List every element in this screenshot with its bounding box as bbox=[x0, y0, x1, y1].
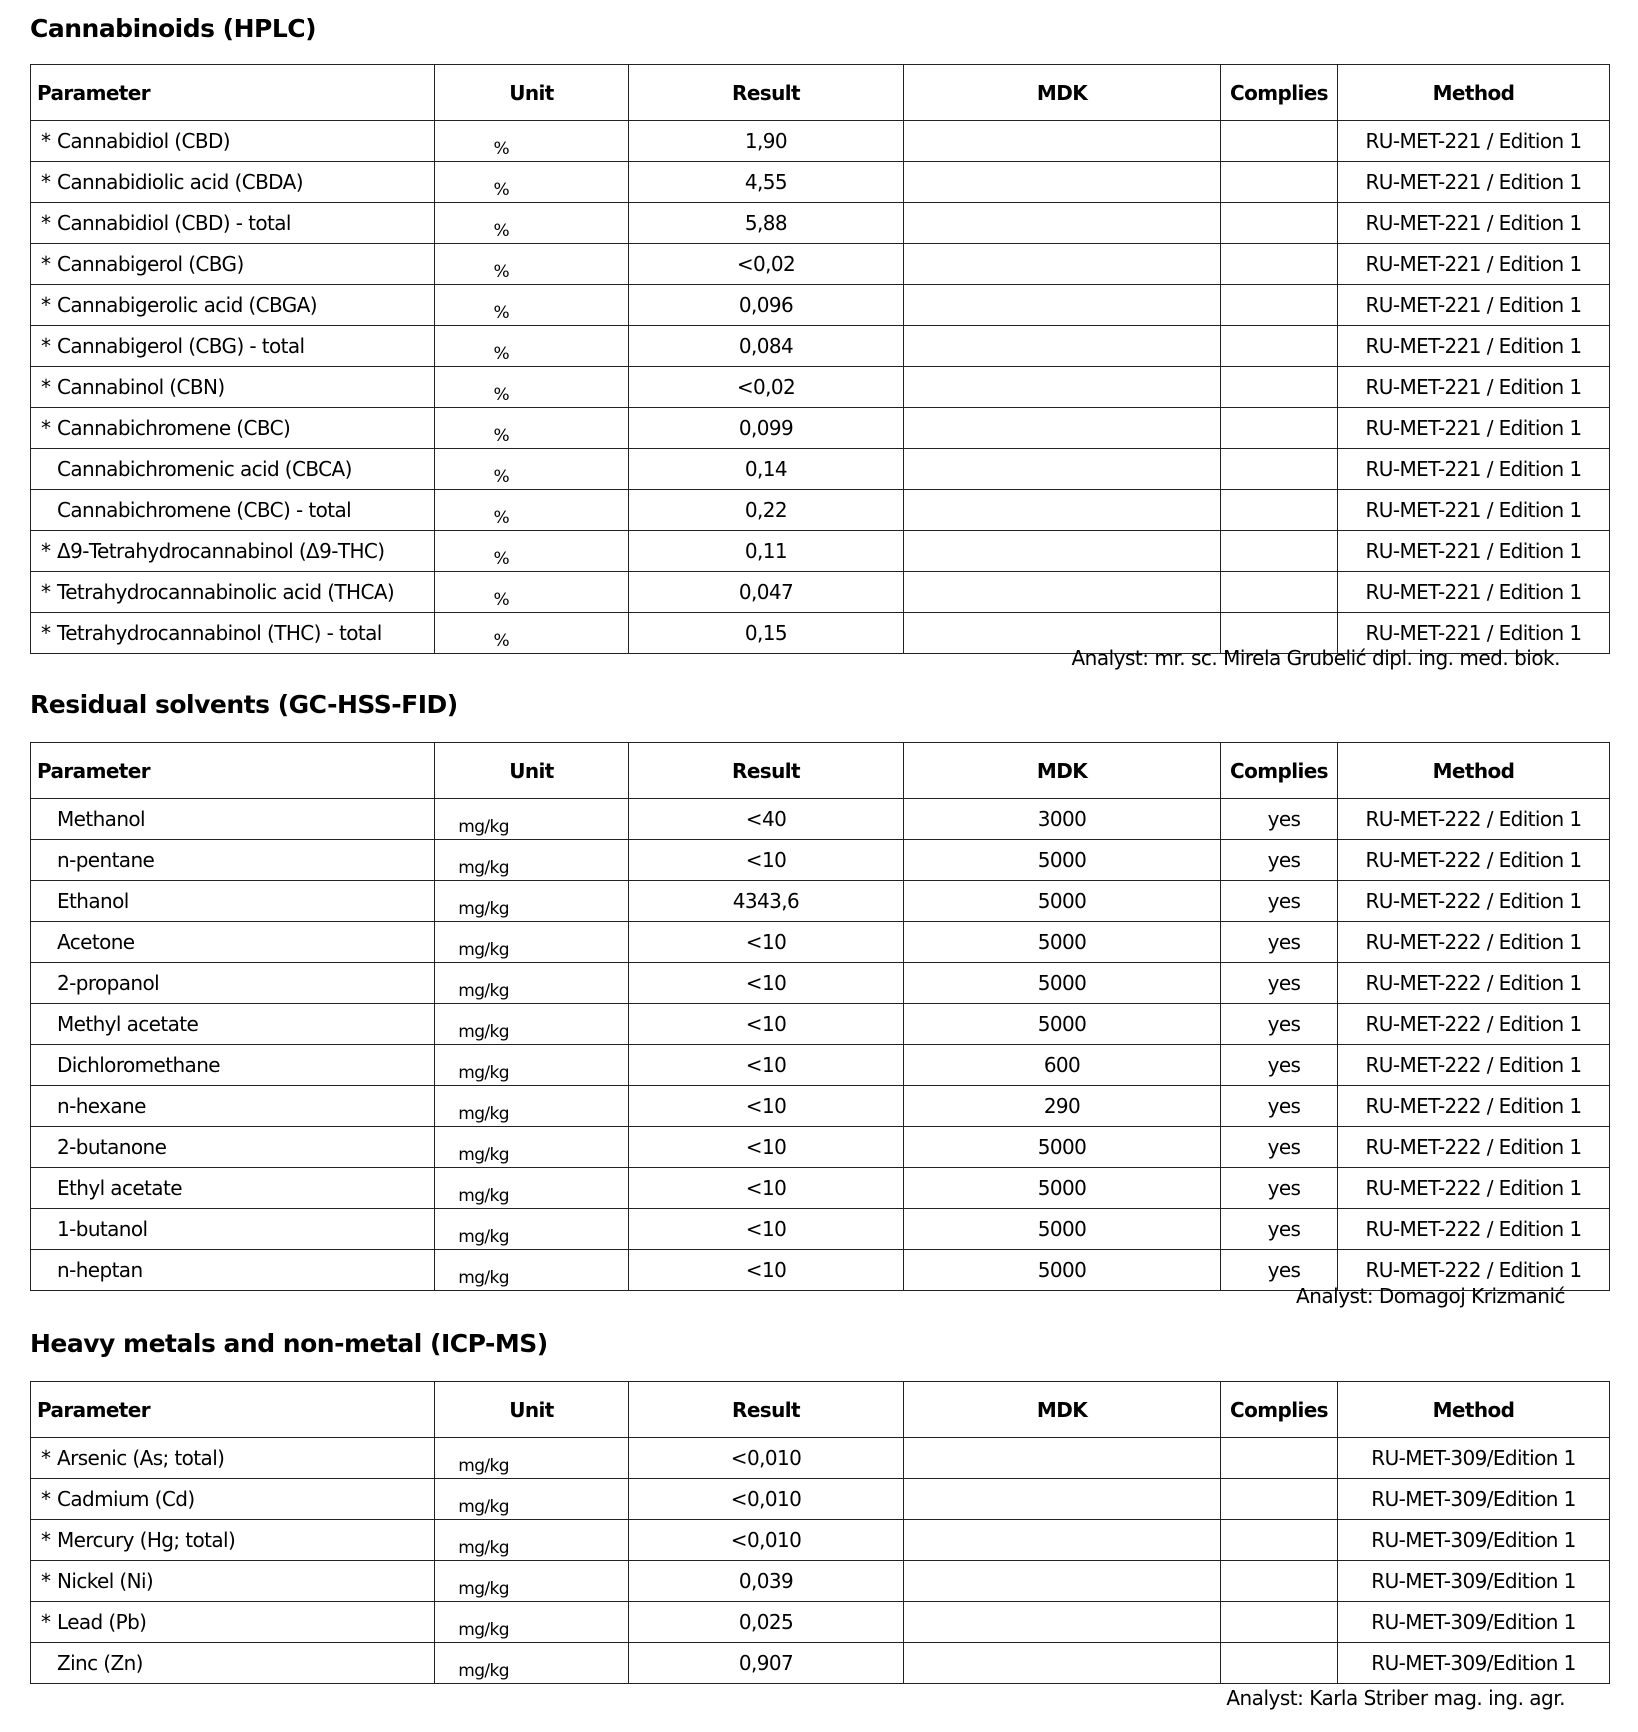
parameter-cell bbox=[31, 572, 435, 613]
result-cell: <0,010 bbox=[629, 1438, 904, 1479]
table-row bbox=[31, 326, 1610, 367]
parameter-name: Cannabichromenic acid (CBCA) bbox=[57, 457, 352, 481]
parameter-cell bbox=[31, 1479, 435, 1520]
method-cell: RU-MET-221 / Edition 1 bbox=[1338, 572, 1610, 613]
result-cell: 0,22 bbox=[629, 490, 904, 531]
result-cell: <10 bbox=[629, 840, 904, 881]
complies-cell: yes bbox=[1221, 1168, 1338, 1209]
result-cell: 5,88 bbox=[629, 203, 904, 244]
table-row bbox=[31, 1479, 1610, 1520]
mdk-cell bbox=[904, 203, 1221, 244]
header-row bbox=[31, 1382, 1610, 1438]
table-row bbox=[31, 922, 1610, 963]
mdk-cell: 5000 bbox=[904, 1127, 1221, 1168]
parameter-cell bbox=[31, 922, 435, 963]
result-cell: <10 bbox=[629, 963, 904, 1004]
parameter-name: Cannabidiol (CBD) - total bbox=[57, 211, 291, 235]
parameter-cell bbox=[31, 367, 435, 408]
result-cell: 0,084 bbox=[629, 326, 904, 367]
table-row bbox=[31, 1168, 1610, 1209]
result-cell: 0,15 bbox=[629, 613, 904, 654]
parameter-cell bbox=[31, 1127, 435, 1168]
unit-cell: % bbox=[435, 490, 629, 531]
complies-cell bbox=[1221, 1561, 1338, 1602]
table-row bbox=[31, 121, 1610, 162]
result-cell: <10 bbox=[629, 1127, 904, 1168]
residual-solvents-section-title: Residual solvents (GC-HSS-FID) bbox=[30, 690, 458, 719]
unit-cell: % bbox=[435, 244, 629, 285]
unit-cell: % bbox=[435, 408, 629, 449]
unit-cell: % bbox=[435, 367, 629, 408]
complies-cell: yes bbox=[1221, 1045, 1338, 1086]
method-cell: RU-MET-221 / Edition 1 bbox=[1338, 121, 1610, 162]
accreditation-asterisk: * bbox=[41, 170, 51, 194]
parameter-cell bbox=[31, 799, 435, 840]
method-cell: RU-MET-222 / Edition 1 bbox=[1338, 881, 1610, 922]
column-header-method: Method bbox=[1338, 65, 1610, 121]
accreditation-asterisk: * bbox=[41, 129, 51, 153]
parameter-name: Δ9-Tetrahydrocannabinol (Δ9-THC) bbox=[57, 539, 385, 563]
accreditation-asterisk: * bbox=[41, 539, 51, 563]
table-row bbox=[31, 162, 1610, 203]
mdk-cell bbox=[904, 1643, 1221, 1684]
result-cell: 0,099 bbox=[629, 408, 904, 449]
parameter-cell bbox=[31, 490, 435, 531]
parameter-name: Nickel (Ni) bbox=[57, 1569, 154, 1593]
column-header-method: Method bbox=[1338, 743, 1610, 799]
parameter-cell bbox=[31, 1250, 435, 1291]
parameter-name: Zinc (Zn) bbox=[57, 1651, 143, 1675]
result-cell: <0,02 bbox=[629, 367, 904, 408]
table-row bbox=[31, 1127, 1610, 1168]
complies-cell bbox=[1221, 121, 1338, 162]
parameter-cell bbox=[31, 613, 435, 654]
table-row bbox=[31, 1209, 1610, 1250]
method-cell: RU-MET-222 / Edition 1 bbox=[1338, 1045, 1610, 1086]
accreditation-asterisk: * bbox=[41, 1446, 51, 1470]
complies-cell: yes bbox=[1221, 1250, 1338, 1291]
table-row bbox=[31, 1004, 1610, 1045]
unit-cell: mg/kg bbox=[435, 1643, 629, 1684]
parameter-name: Ethyl acetate bbox=[57, 1176, 182, 1200]
complies-cell: yes bbox=[1221, 840, 1338, 881]
mdk-cell bbox=[904, 1438, 1221, 1479]
mdk-cell bbox=[904, 162, 1221, 203]
column-header-method: Method bbox=[1338, 1382, 1610, 1438]
header-row bbox=[31, 65, 1610, 121]
accreditation-asterisk: * bbox=[41, 375, 51, 399]
method-cell: RU-MET-309/Edition 1 bbox=[1338, 1520, 1610, 1561]
method-cell: RU-MET-309/Edition 1 bbox=[1338, 1643, 1610, 1684]
result-cell: 0,11 bbox=[629, 531, 904, 572]
parameter-cell bbox=[31, 162, 435, 203]
result-cell: 0,096 bbox=[629, 285, 904, 326]
mdk-cell bbox=[904, 326, 1221, 367]
residual-solvents-table bbox=[30, 742, 1610, 1291]
complies-cell: yes bbox=[1221, 1086, 1338, 1127]
unit-cell: % bbox=[435, 162, 629, 203]
parameter-cell bbox=[31, 531, 435, 572]
complies-cell: yes bbox=[1221, 881, 1338, 922]
mdk-cell bbox=[904, 1479, 1221, 1520]
column-header-mdk: MDK bbox=[904, 1382, 1221, 1438]
unit-cell: mg/kg bbox=[435, 1438, 629, 1479]
table-row bbox=[31, 531, 1610, 572]
accreditation-asterisk: * bbox=[41, 1487, 51, 1511]
method-cell: RU-MET-222 / Edition 1 bbox=[1338, 1004, 1610, 1045]
mdk-cell: 3000 bbox=[904, 799, 1221, 840]
table-row bbox=[31, 449, 1610, 490]
result-cell: 1,90 bbox=[629, 121, 904, 162]
result-cell: <10 bbox=[629, 922, 904, 963]
accreditation-asterisk: * bbox=[41, 334, 51, 358]
method-cell: RU-MET-309/Edition 1 bbox=[1338, 1438, 1610, 1479]
parameter-name: n-hexane bbox=[57, 1094, 146, 1118]
parameter-cell bbox=[31, 244, 435, 285]
heavy-metals-analyst: Analyst: Karla Striber mag. ing. agr. bbox=[1226, 1686, 1565, 1710]
parameter-cell bbox=[31, 840, 435, 881]
accreditation-asterisk: * bbox=[41, 1569, 51, 1593]
mdk-cell: 5000 bbox=[904, 840, 1221, 881]
method-cell: RU-MET-221 / Edition 1 bbox=[1338, 367, 1610, 408]
accreditation-asterisk: * bbox=[41, 621, 51, 645]
complies-cell bbox=[1221, 1438, 1338, 1479]
parameter-cell bbox=[31, 1561, 435, 1602]
method-cell: RU-MET-221 / Edition 1 bbox=[1338, 449, 1610, 490]
result-cell: 4343,6 bbox=[629, 881, 904, 922]
table-row bbox=[31, 881, 1610, 922]
accreditation-asterisk: * bbox=[41, 1528, 51, 1552]
method-cell: RU-MET-222 / Edition 1 bbox=[1338, 1086, 1610, 1127]
parameter-name: Cannabigerolic acid (CBGA) bbox=[57, 293, 317, 317]
mdk-cell: 5000 bbox=[904, 1209, 1221, 1250]
parameter-name: Tetrahydrocannabinolic acid (THCA) bbox=[57, 580, 395, 604]
method-cell: RU-MET-221 / Edition 1 bbox=[1338, 490, 1610, 531]
parameter-cell bbox=[31, 285, 435, 326]
parameter-name: Cannabigerol (CBG) - total bbox=[57, 334, 305, 358]
unit-cell: mg/kg bbox=[435, 1602, 629, 1643]
table-row bbox=[31, 799, 1610, 840]
method-cell: RU-MET-309/Edition 1 bbox=[1338, 1479, 1610, 1520]
mdk-cell bbox=[904, 285, 1221, 326]
method-cell: RU-MET-221 / Edition 1 bbox=[1338, 326, 1610, 367]
unit-cell: % bbox=[435, 121, 629, 162]
mdk-cell: 5000 bbox=[904, 881, 1221, 922]
complies-cell bbox=[1221, 572, 1338, 613]
unit-cell: mg/kg bbox=[435, 1045, 629, 1086]
complies-cell: yes bbox=[1221, 963, 1338, 1004]
method-cell: RU-MET-221 / Edition 1 bbox=[1338, 613, 1610, 654]
complies-cell: yes bbox=[1221, 1209, 1338, 1250]
parameter-cell bbox=[31, 1643, 435, 1684]
column-header-parameter: Parameter bbox=[31, 65, 435, 121]
column-header-complies: Complies bbox=[1221, 1382, 1338, 1438]
column-header-result: Result bbox=[629, 743, 904, 799]
accreditation-asterisk: * bbox=[41, 580, 51, 604]
unit-cell: mg/kg bbox=[435, 1561, 629, 1602]
result-cell: <10 bbox=[629, 1004, 904, 1045]
parameter-name: Tetrahydrocannabinol (THC) - total bbox=[57, 621, 382, 645]
table-row bbox=[31, 963, 1610, 1004]
complies-cell bbox=[1221, 1479, 1338, 1520]
mdk-cell: 5000 bbox=[904, 922, 1221, 963]
table-row bbox=[31, 1086, 1610, 1127]
mdk-cell: 5000 bbox=[904, 1004, 1221, 1045]
cannabinoids-analyst: Analyst: mr. sc. Mirela Grubelić dipl. ing. med. biok. bbox=[1071, 646, 1560, 670]
unit-cell: mg/kg bbox=[435, 881, 629, 922]
parameter-cell bbox=[31, 121, 435, 162]
unit-cell: mg/kg bbox=[435, 922, 629, 963]
parameter-name: Cannabichromene (CBC) bbox=[57, 416, 291, 440]
parameter-name: Cannabinol (CBN) bbox=[57, 375, 225, 399]
parameter-name: n-pentane bbox=[57, 848, 155, 872]
complies-cell bbox=[1221, 490, 1338, 531]
result-cell: 0,907 bbox=[629, 1643, 904, 1684]
complies-cell: yes bbox=[1221, 1004, 1338, 1045]
column-header-complies: Complies bbox=[1221, 65, 1338, 121]
unit-cell: mg/kg bbox=[435, 1168, 629, 1209]
accreditation-asterisk: * bbox=[41, 1610, 51, 1634]
table-row bbox=[31, 244, 1610, 285]
mdk-cell bbox=[904, 1561, 1221, 1602]
mdk-cell: 5000 bbox=[904, 1168, 1221, 1209]
method-cell: RU-MET-222 / Edition 1 bbox=[1338, 799, 1610, 840]
heavy-metals-section-title: Heavy metals and non-metal (ICP-MS) bbox=[30, 1329, 548, 1358]
accreditation-asterisk: * bbox=[41, 252, 51, 276]
unit-cell: mg/kg bbox=[435, 799, 629, 840]
cannabinoids-section-title: Cannabinoids (HPLC) bbox=[30, 14, 317, 43]
method-cell: RU-MET-221 / Edition 1 bbox=[1338, 285, 1610, 326]
complies-cell bbox=[1221, 531, 1338, 572]
complies-cell bbox=[1221, 408, 1338, 449]
residual-solvents-analyst: Analyst: Domagoj Krizmanić bbox=[1296, 1284, 1565, 1308]
result-cell: 0,047 bbox=[629, 572, 904, 613]
table-row bbox=[31, 367, 1610, 408]
complies-cell bbox=[1221, 449, 1338, 490]
unit-cell: mg/kg bbox=[435, 1250, 629, 1291]
result-cell: <0,02 bbox=[629, 244, 904, 285]
unit-cell: % bbox=[435, 449, 629, 490]
mdk-cell bbox=[904, 1520, 1221, 1561]
complies-cell bbox=[1221, 203, 1338, 244]
table-row bbox=[31, 490, 1610, 531]
result-cell: <10 bbox=[629, 1086, 904, 1127]
column-header-complies: Complies bbox=[1221, 743, 1338, 799]
parameter-name: Ethanol bbox=[57, 889, 129, 913]
parameter-cell bbox=[31, 963, 435, 1004]
method-cell: RU-MET-221 / Edition 1 bbox=[1338, 203, 1610, 244]
unit-cell: mg/kg bbox=[435, 1520, 629, 1561]
parameter-cell bbox=[31, 1168, 435, 1209]
mdk-cell bbox=[904, 244, 1221, 285]
unit-cell: % bbox=[435, 203, 629, 244]
unit-cell: % bbox=[435, 572, 629, 613]
method-cell: RU-MET-309/Edition 1 bbox=[1338, 1561, 1610, 1602]
result-cell: <0,010 bbox=[629, 1479, 904, 1520]
method-cell: RU-MET-222 / Edition 1 bbox=[1338, 1250, 1610, 1291]
parameter-cell bbox=[31, 326, 435, 367]
table-row bbox=[31, 285, 1610, 326]
unit-cell: mg/kg bbox=[435, 1004, 629, 1045]
result-cell: 0,025 bbox=[629, 1602, 904, 1643]
method-cell: RU-MET-221 / Edition 1 bbox=[1338, 531, 1610, 572]
parameter-cell bbox=[31, 1520, 435, 1561]
parameter-name: Cannabidiolic acid (CBDA) bbox=[57, 170, 303, 194]
result-cell: <40 bbox=[629, 799, 904, 840]
complies-cell: yes bbox=[1221, 799, 1338, 840]
parameter-name: Mercury (Hg; total) bbox=[57, 1528, 236, 1552]
complies-cell bbox=[1221, 162, 1338, 203]
method-cell: RU-MET-222 / Edition 1 bbox=[1338, 1209, 1610, 1250]
column-header-result: Result bbox=[629, 1382, 904, 1438]
parameter-cell bbox=[31, 1086, 435, 1127]
column-header-parameter: Parameter bbox=[31, 1382, 435, 1438]
parameter-name: Acetone bbox=[57, 930, 135, 954]
table-row bbox=[31, 1438, 1610, 1479]
parameter-cell bbox=[31, 881, 435, 922]
result-cell: 0,039 bbox=[629, 1561, 904, 1602]
parameter-name: Cannabigerol (CBG) bbox=[57, 252, 244, 276]
mdk-cell bbox=[904, 449, 1221, 490]
unit-cell: mg/kg bbox=[435, 963, 629, 1004]
mdk-cell bbox=[904, 572, 1221, 613]
mdk-cell: 600 bbox=[904, 1045, 1221, 1086]
parameter-name: Arsenic (As; total) bbox=[57, 1446, 225, 1470]
parameter-cell bbox=[31, 1004, 435, 1045]
complies-cell bbox=[1221, 1602, 1338, 1643]
complies-cell: yes bbox=[1221, 1127, 1338, 1168]
unit-cell: % bbox=[435, 285, 629, 326]
mdk-cell bbox=[904, 408, 1221, 449]
method-cell: RU-MET-222 / Edition 1 bbox=[1338, 1168, 1610, 1209]
method-cell: RU-MET-221 / Edition 1 bbox=[1338, 162, 1610, 203]
method-cell: RU-MET-221 / Edition 1 bbox=[1338, 244, 1610, 285]
mdk-cell: 5000 bbox=[904, 963, 1221, 1004]
parameter-cell bbox=[31, 1438, 435, 1479]
table-row bbox=[31, 1045, 1610, 1086]
method-cell: RU-MET-222 / Edition 1 bbox=[1338, 840, 1610, 881]
unit-cell: mg/kg bbox=[435, 1086, 629, 1127]
table-row bbox=[31, 408, 1610, 449]
complies-cell bbox=[1221, 367, 1338, 408]
parameter-cell bbox=[31, 1209, 435, 1250]
parameter-name: Methyl acetate bbox=[57, 1012, 199, 1036]
column-header-unit: Unit bbox=[435, 1382, 629, 1438]
column-header-result: Result bbox=[629, 65, 904, 121]
unit-cell: % bbox=[435, 531, 629, 572]
accreditation-asterisk: * bbox=[41, 416, 51, 440]
unit-cell: mg/kg bbox=[435, 840, 629, 881]
unit-cell: % bbox=[435, 613, 629, 654]
mdk-cell: 290 bbox=[904, 1086, 1221, 1127]
result-cell: <10 bbox=[629, 1209, 904, 1250]
method-cell: RU-MET-222 / Edition 1 bbox=[1338, 922, 1610, 963]
parameter-name: Dichloromethane bbox=[57, 1053, 220, 1077]
parameter-name: 1-butanol bbox=[57, 1217, 148, 1241]
parameter-name: Cannabichromene (CBC) - total bbox=[57, 498, 352, 522]
result-cell: 0,14 bbox=[629, 449, 904, 490]
column-header-parameter: Parameter bbox=[31, 743, 435, 799]
mdk-cell bbox=[904, 490, 1221, 531]
complies-cell bbox=[1221, 1520, 1338, 1561]
parameter-cell bbox=[31, 449, 435, 490]
result-cell: <10 bbox=[629, 1168, 904, 1209]
column-header-unit: Unit bbox=[435, 65, 629, 121]
unit-cell: mg/kg bbox=[435, 1209, 629, 1250]
parameter-name: 2-butanone bbox=[57, 1135, 167, 1159]
complies-cell bbox=[1221, 326, 1338, 367]
parameter-name: Cannabidiol (CBD) bbox=[57, 129, 230, 153]
parameter-name: Methanol bbox=[57, 807, 146, 831]
complies-cell bbox=[1221, 244, 1338, 285]
column-header-mdk: MDK bbox=[904, 65, 1221, 121]
mdk-cell: 5000 bbox=[904, 1250, 1221, 1291]
accreditation-asterisk: * bbox=[41, 211, 51, 235]
unit-cell: mg/kg bbox=[435, 1127, 629, 1168]
mdk-cell bbox=[904, 367, 1221, 408]
result-cell: <10 bbox=[629, 1250, 904, 1291]
parameter-cell bbox=[31, 1045, 435, 1086]
complies-cell bbox=[1221, 285, 1338, 326]
table-row bbox=[31, 1602, 1610, 1643]
parameter-name: Cadmium (Cd) bbox=[57, 1487, 195, 1511]
cannabinoids-table bbox=[30, 64, 1610, 654]
result-cell: <10 bbox=[629, 1045, 904, 1086]
complies-cell bbox=[1221, 1643, 1338, 1684]
table-row bbox=[31, 572, 1610, 613]
table-row bbox=[31, 203, 1610, 244]
table-row bbox=[31, 1520, 1610, 1561]
unit-cell: % bbox=[435, 326, 629, 367]
result-cell: 4,55 bbox=[629, 162, 904, 203]
table-row bbox=[31, 840, 1610, 881]
parameter-name: 2-propanol bbox=[57, 971, 160, 995]
mdk-cell bbox=[904, 121, 1221, 162]
table-row bbox=[31, 1561, 1610, 1602]
mdk-cell bbox=[904, 1602, 1221, 1643]
method-cell: RU-MET-222 / Edition 1 bbox=[1338, 963, 1610, 1004]
method-cell: RU-MET-221 / Edition 1 bbox=[1338, 408, 1610, 449]
heavy-metals-table bbox=[30, 1381, 1610, 1684]
column-header-unit: Unit bbox=[435, 743, 629, 799]
table-row bbox=[31, 1643, 1610, 1684]
complies-cell: yes bbox=[1221, 922, 1338, 963]
method-cell: RU-MET-222 / Edition 1 bbox=[1338, 1127, 1610, 1168]
column-header-mdk: MDK bbox=[904, 743, 1221, 799]
parameter-cell bbox=[31, 408, 435, 449]
parameter-name: Lead (Pb) bbox=[57, 1610, 147, 1634]
header-row bbox=[31, 743, 1610, 799]
parameter-cell bbox=[31, 1602, 435, 1643]
unit-cell: mg/kg bbox=[435, 1479, 629, 1520]
parameter-cell bbox=[31, 203, 435, 244]
parameter-name: n-heptan bbox=[57, 1258, 143, 1282]
mdk-cell bbox=[904, 531, 1221, 572]
method-cell: RU-MET-309/Edition 1 bbox=[1338, 1602, 1610, 1643]
result-cell: <0,010 bbox=[629, 1520, 904, 1561]
accreditation-asterisk: * bbox=[41, 293, 51, 317]
